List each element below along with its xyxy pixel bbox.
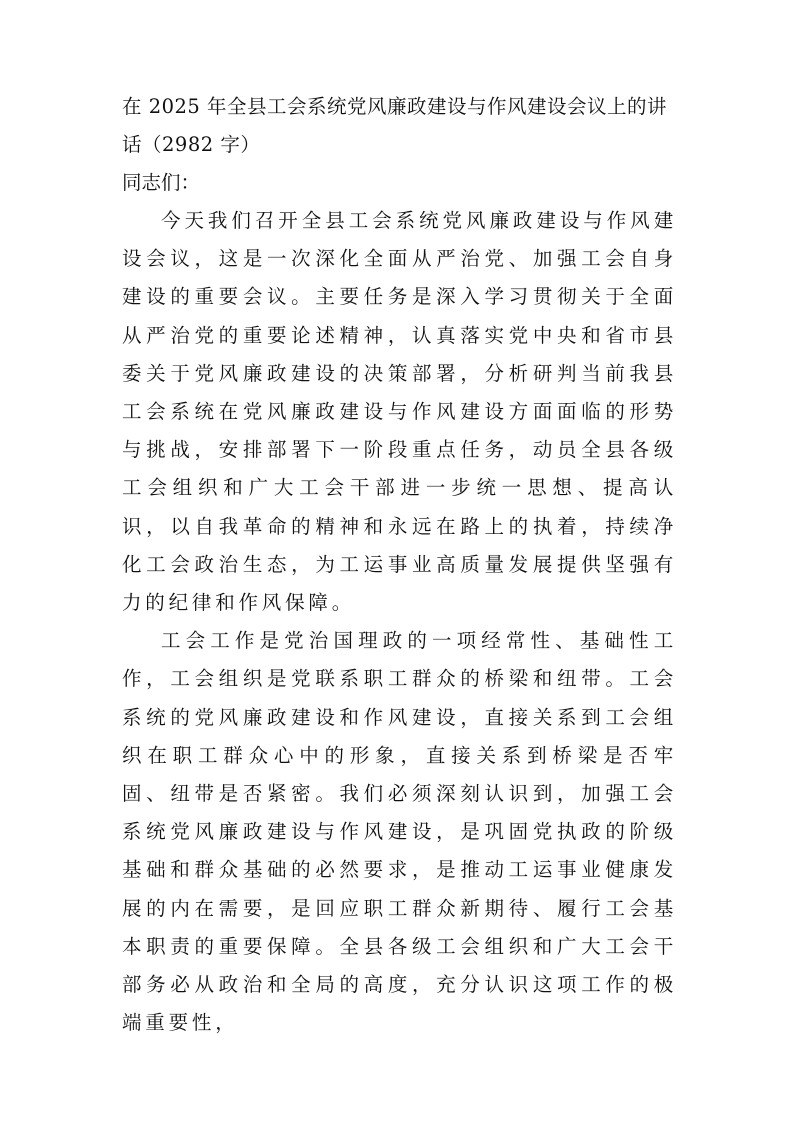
- document-title: 在 2025 年全县工会系统党风廉政建设与作风建设会议上的讲话（2982 字）: [122, 95, 668, 156]
- body-paragraph-2: 工会工作是党治国理政的一项经常性、基础性工作，工会组织是党联系职工群众的桥梁和纽带。工会系统的党风廉政建设和作风建设，直接关系到工会组织在职工群众心中的形象，直接关系到桥梁是否牢固、纽带是否紧密。我们必须深刻认识到，加强工会系统党风廉政建设与作风建设，是巩固党执政的阶级基础和群众基础的必然要求，是推动工运事业健康发展的内在需要，是回应职工群众新期待、履行工会基本职责的重要保障。全县各级工会组织和广大工会干部务必从政治和全局的高度，充分认识这项工作的极端重要性，: [122, 629, 677, 1035]
- salutation: 同志们：: [122, 171, 201, 194]
- body-paragraph-1: 今天我们召开全县工会系统党风廉政建设与作风建设会议，这是一次深化全面从严治党、加强工会自身建设的重要会议。主要任务是深入学习贯彻关于全面从严治党的重要论述精神，认真落实党中央和省市县委关于党风廉政建设的决策部署，分析研判当前我县工会系统在党风廉政建设与作风建设方面面临的形势与挑战，安排部署下一阶段重点任务，动员全县各级工会组织和广大工会干部进一步统一思想、提高认识，以自我革命的精神和永远在路上的执着，持续净化工会政治生态，为工运事业高质量发展提供坚强有力的纪律和作风保障。: [122, 209, 677, 615]
- document-page: [122, 88, 677, 1042]
